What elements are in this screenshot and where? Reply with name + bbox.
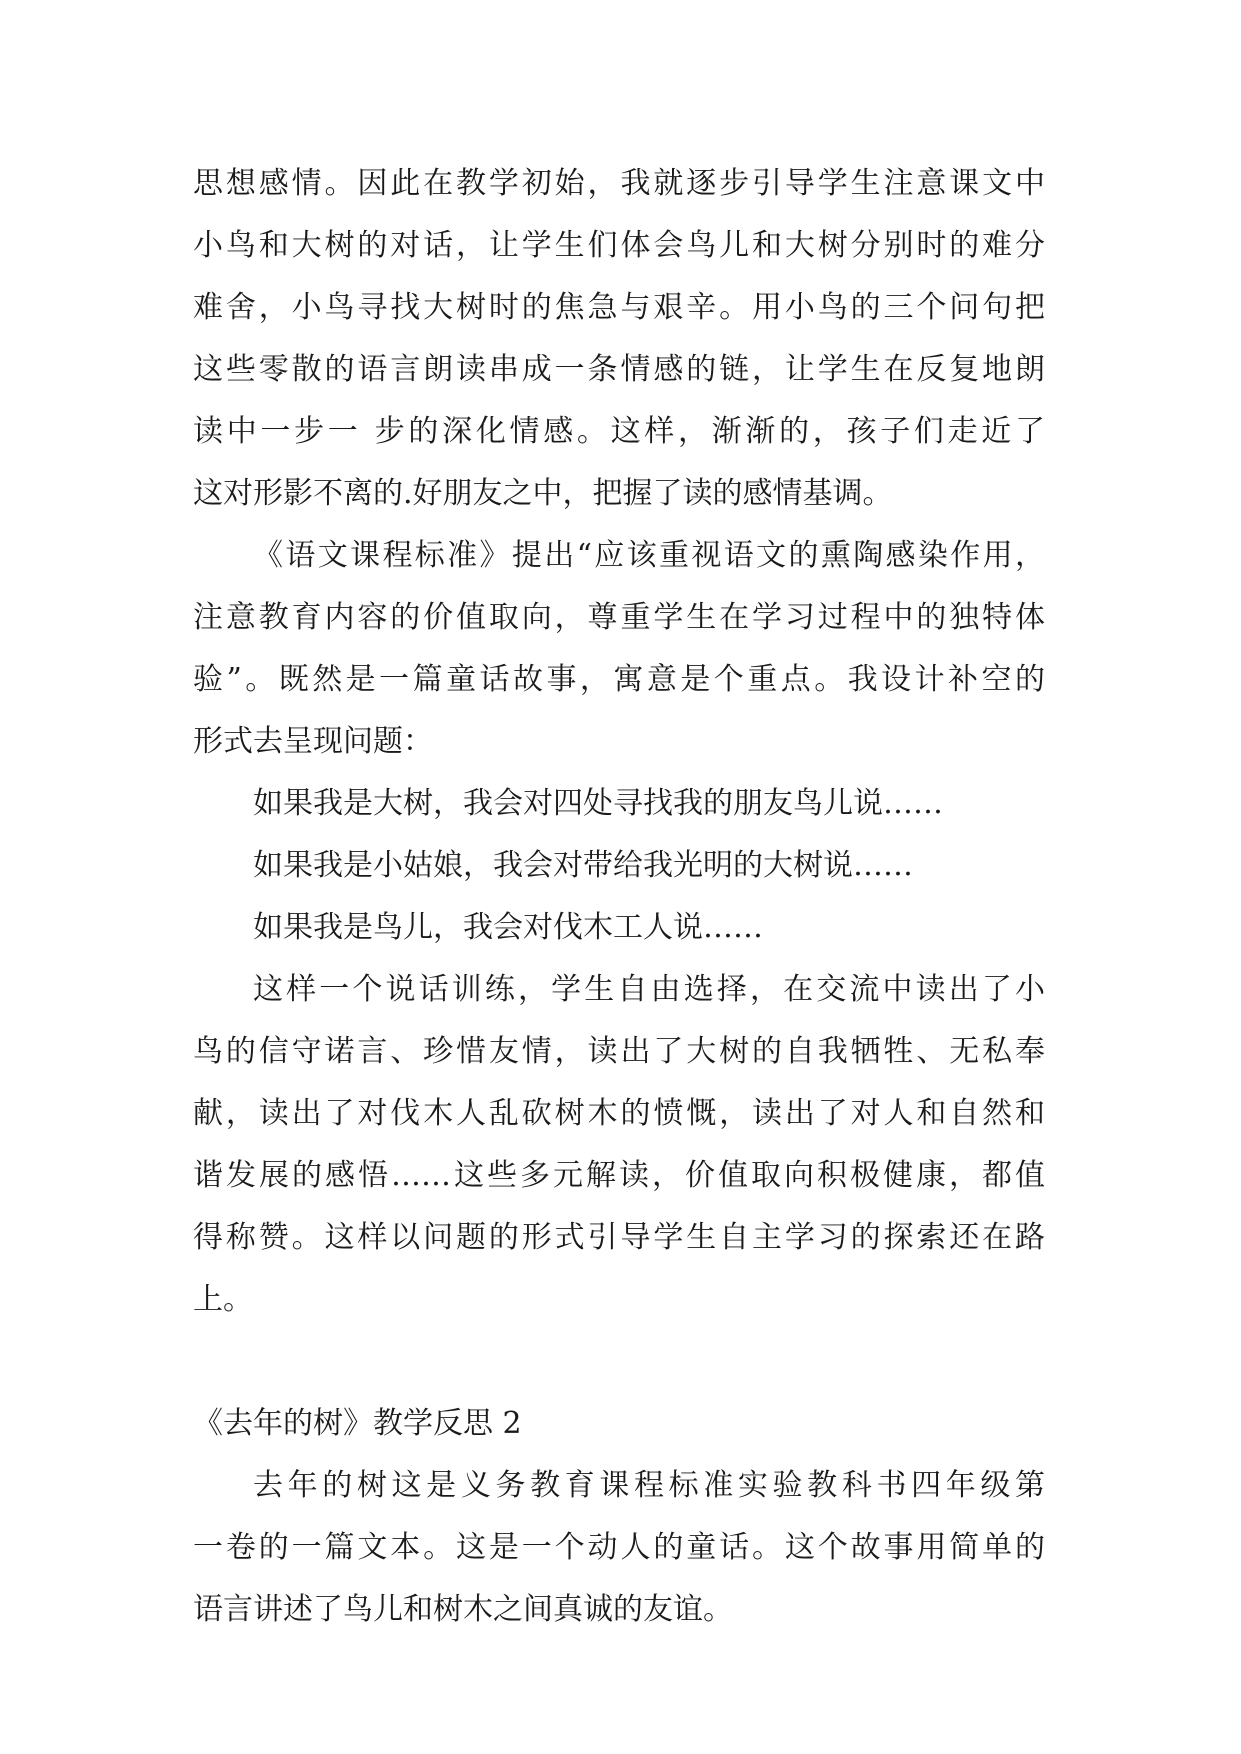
text-line: 献，读出了对伐木人乱砍树木的愤慨，读出了对人和自然和 xyxy=(193,1096,1045,1131)
example-line: 如果我是鸟儿，我会对伐木工人说…… xyxy=(253,910,763,945)
text-line: 难舍，小鸟寻找大树时的焦急与艰辛。用小鸟的三个问句把 xyxy=(193,290,1045,325)
text-line: 得称赞。这样以问题的形式引导学生自主学习的探索还在路 xyxy=(193,1220,1045,1255)
paragraph-first-line: 《语文课程标准》提出“应该重视语文的熏陶感染作用， xyxy=(253,538,1045,573)
text-line: 这对形影不离的.好朋友之中，把握了读的感情基调。 xyxy=(193,476,893,511)
text-line: 验”。既然是一篇童话故事，寓意是个重点。我设计补空的 xyxy=(193,662,1045,697)
paragraph-first-line: 这样一个说话训练，学生自由选择，在交流中读出了小 xyxy=(253,972,1045,1007)
text-line: 上。 xyxy=(193,1282,253,1317)
paragraph-first-line: 去年的树这是义务教育课程标准实验教科书四年级第 xyxy=(253,1468,1045,1503)
section-heading: 《去年的树》教学反思 2 xyxy=(193,1406,522,1441)
text-line: 鸟的信守诺言、珍惜友情，读出了大树的自我牺牲、无私奉 xyxy=(193,1034,1045,1069)
example-line: 如果我是小姑娘，我会对带给我光明的大树说…… xyxy=(253,848,913,883)
text-line: 形式去呈现问题： xyxy=(193,724,433,759)
text-line: 注意教育内容的价值取向，尊重学生在学习过程中的独特体 xyxy=(193,600,1045,635)
text-line: 思想感情。因此在教学初始，我就逐步引导学生注意课文中 xyxy=(193,166,1045,201)
text-line: 一卷的一篇文本。这是一个动人的童话。这个故事用简单的 xyxy=(193,1530,1045,1565)
text-line: 语言讲述了鸟儿和树木之间真诚的友谊。 xyxy=(193,1592,733,1627)
text-line: 谐发展的感悟……这些多元解读，价值取向积极健康，都值 xyxy=(193,1158,1045,1193)
example-line: 如果我是大树，我会对四处寻找我的朋友鸟儿说…… xyxy=(253,786,943,821)
text-line: 读中一步一 步的深化情感。这样，渐渐的，孩子们走近了 xyxy=(193,414,1045,449)
text-line: 小鸟和大树的对话，让学生们体会鸟儿和大树分别时的难分 xyxy=(193,228,1045,263)
text-line: 这些零散的语言朗读串成一条情感的链，让学生在反复地朗 xyxy=(193,352,1045,387)
